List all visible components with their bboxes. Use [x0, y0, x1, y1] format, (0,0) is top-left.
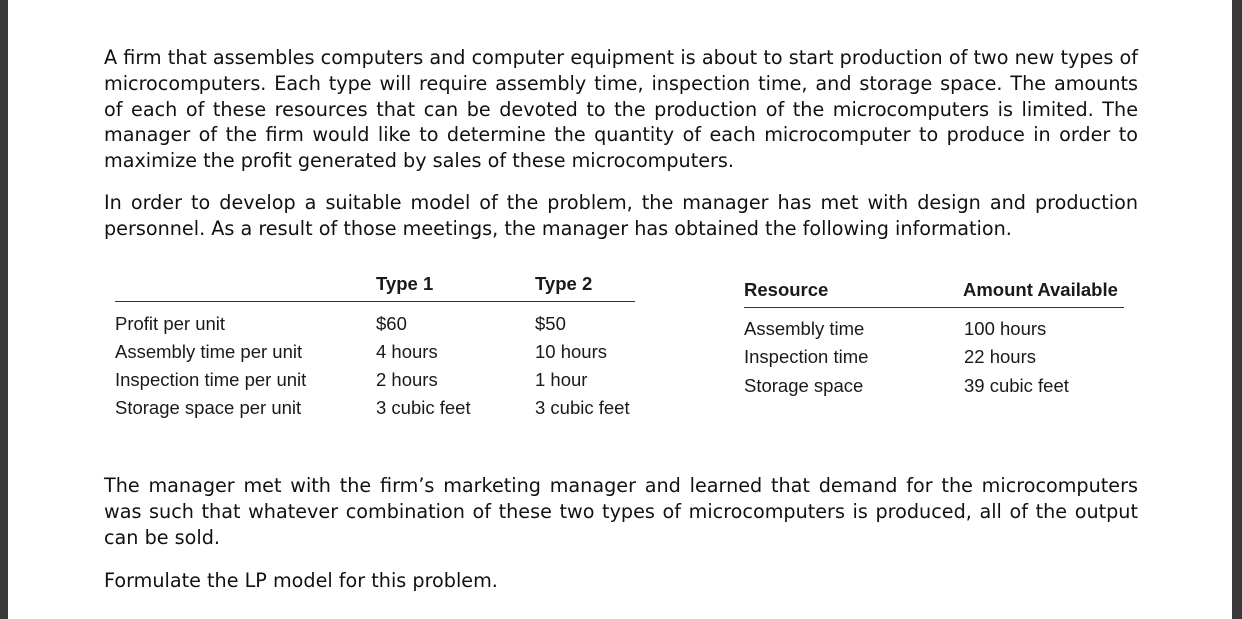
product-header-rule — [115, 301, 635, 302]
product-row-type1: 4 hours — [376, 341, 438, 362]
task-paragraph: Formulate the LP model for this problem. — [104, 569, 498, 592]
product-row-type1: 3 cubic feet — [376, 397, 471, 418]
product-row-type1: 2 hours — [376, 369, 438, 390]
product-row-type2: 3 cubic feet — [535, 397, 630, 418]
product-row-type2: 1 hour — [535, 369, 588, 390]
resource-row-amount: 39 cubic feet — [964, 375, 1069, 396]
resource-row-name: Assembly time — [744, 318, 865, 339]
document-page — [8, 0, 1232, 619]
product-header-type2: Type 2 — [535, 273, 593, 294]
product-row-label: Inspection time per unit — [115, 369, 307, 390]
product-header-type1: Type 1 — [376, 273, 434, 294]
resource-row-name: Storage space — [744, 375, 864, 396]
resource-row-name: Inspection time — [744, 346, 869, 367]
meetings-paragraph: In order to develop a suitable model of the problem, the manager has met with design and production personnel. As a result of those meetings, the manager has obtained the following information. — [104, 191, 1138, 240]
marketing-paragraph: The manager met with the firm’s marketing manager and learned that demand for the microcomputers was such that whatever combination of these two types of microcomputers is produced, all of the output can be sold. — [104, 474, 1138, 549]
product-row-type2: $50 — [535, 313, 566, 334]
product-row-label: Assembly time per unit — [115, 341, 303, 362]
resource-row-amount: 100 hours — [964, 318, 1047, 339]
product-row-label: Storage space per unit — [115, 397, 302, 418]
product-row-type1: $60 — [376, 313, 407, 334]
resource-header-resource: Resource — [744, 279, 829, 300]
product-row-label: Profit per unit — [115, 313, 226, 334]
resource-header-rule — [744, 307, 1124, 308]
intro-paragraph: A firm that assembles computers and computer equipment is about to start production of two new types of microcomputers. Each type will require assembly time, inspection time, and storage space. The amounts of each of these resources that can be devoted to the production of the microcomputers is limited. The manager of the firm would like to determine the quantity of each microcomputer to produce in order to maximize the profit generated by sales of these microcomputers. — [104, 46, 1138, 173]
resource-row-amount: 22 hours — [964, 346, 1036, 367]
resource-header-amount: Amount Available — [963, 279, 1118, 300]
product-row-type2: 10 hours — [535, 341, 607, 362]
